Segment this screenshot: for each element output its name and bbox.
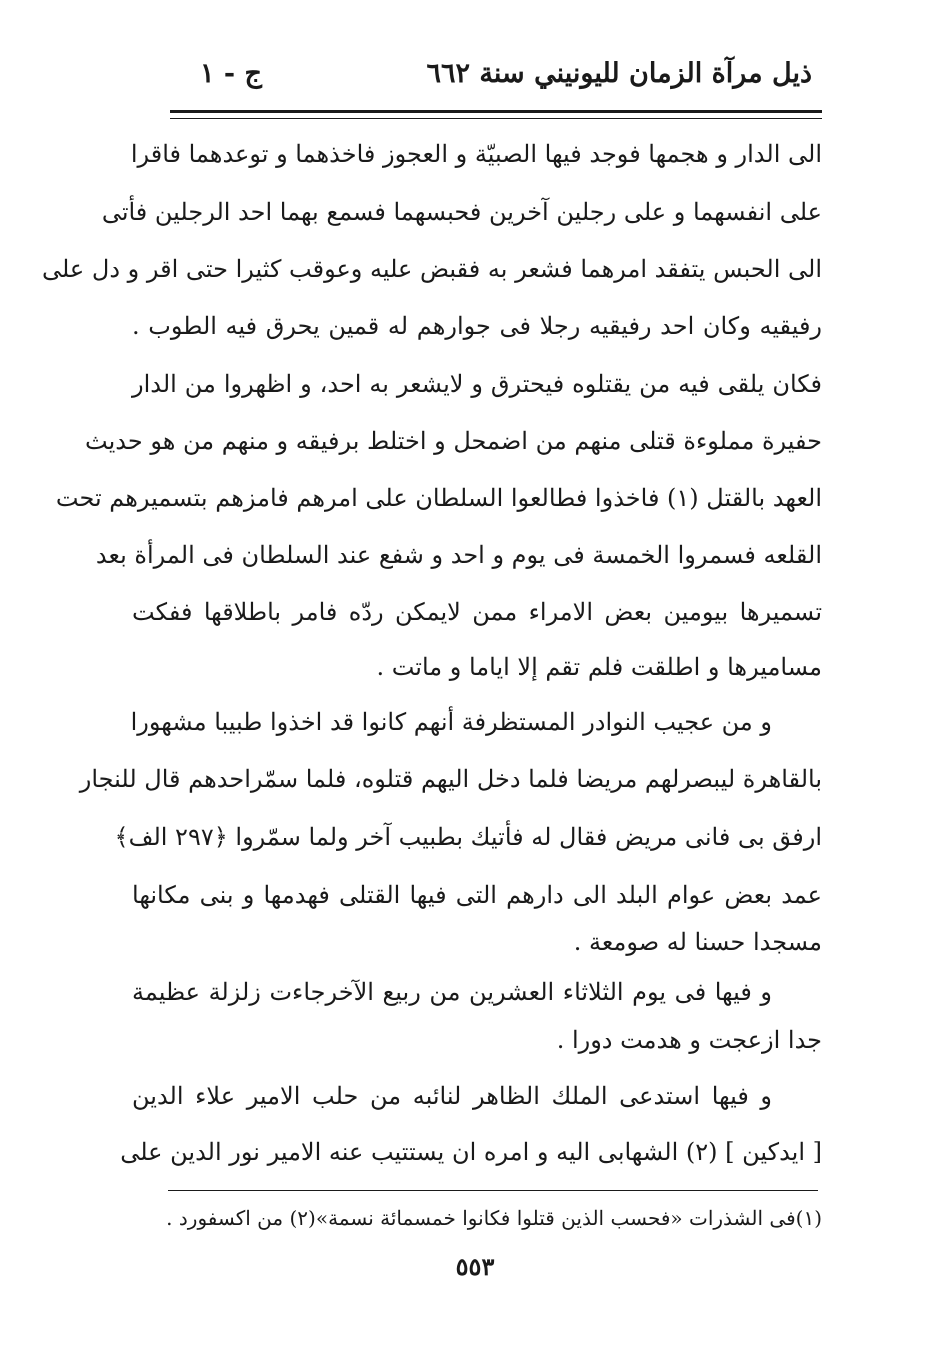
text-line: جدا ازعجت و هدمت دورا . (556, 1026, 822, 1054)
text-line: تسميرها بيومين بعض الامراء ممن لايمكن ردّه فامر باطلاقها ففكت (132, 598, 822, 626)
text-line: الى الدار و هجمها فوجد فيها الصبيّة و العجوز فاخذهما و توعدهما فاقرا (130, 140, 822, 168)
text-line: بالقاهرة ليبصرلهم مريضا فلما دخل اليهم قتلوه، فلما سمّراحدهم قال للنجار (79, 765, 822, 793)
text-line: حفيرة مملوءة قتلى منهم من اضمحل و اختلط برفيقه و منهم من هو حديث (85, 427, 822, 455)
running-header-volume: ج - ١ (200, 58, 262, 89)
text-line: مسجدا حسنا له صومعة . (573, 928, 822, 956)
running-header-title: ذيل مرآة الزمان لليونيني سنة ٦٦٢ (426, 58, 812, 89)
paragraph-first-line: و من عجيب النوادر المستظرفة أنهم كانوا قد اخذوا طبيبا مشهورا (130, 708, 772, 736)
text-line: العهد بالقتل (١) فاخذوا فطالعوا السلطان على امرهم فامزهم بتسميرهم تحت (55, 484, 822, 512)
text-line: مساميرها و اطلقت فلم تقم إلا اياما و ماتت . (376, 653, 822, 681)
paragraph-first-line: و فيها فى يوم الثلاثاء العشرين من ربيع الآخرجاءت زلزلة عظيمة (132, 978, 772, 1006)
paragraph-first-line: و فيها استدعى الملك الظاهر لنائبه من حلب الامير علاء الدين (132, 1082, 772, 1110)
text-line: ارفق بى فانى مريض فقال له فأتيك بطبيب آخر ولما سمّروا ﴿٢٩٧ الف﴾ (114, 823, 822, 851)
text-line: [ ايدكين ] (٢) الشهابى اليه و امره ان يستتيب عنه الامير نور الدين على (120, 1138, 822, 1166)
text-line: على انفسهما و على رجلين آخرين فحبسهما فسمع بهما احد الرجلين فأتى (101, 198, 822, 226)
text-line: فكان يلقى فيه من يقتلوه فيحترق و لايشعر به احد، و اظهروا من الدار (132, 370, 822, 398)
header-rule-thin (170, 118, 822, 119)
footnote-rule (168, 1190, 818, 1191)
text-line: القلعه فسمروا الخمسة فى يوم و احد و شفع عند السلطان فى المرأة بعد (95, 541, 822, 569)
text-line: رفيقيه وكان احد رفيقيه رجلا فى جوارهم له قمين يحرق فيه الطوب . (132, 312, 822, 340)
page-number: ٥٥٣ (455, 1252, 495, 1281)
text-line: عمد بعض عوام البلد الى دارهم التى فيها القتلى فهدمها و بنى مكانها (132, 881, 822, 909)
text-line: الى الحبس يتفقد امرهما فشعر به فقبض عليه وعوقب كثيرا حتى اقر و دل على (41, 255, 822, 283)
footnote: (١)فى الشذرات «فحسب الذين قتلوا فكانوا خمسمائة نسمة»(٢) من اكسفورد . (166, 1206, 822, 1230)
header-rule-thick (170, 110, 822, 113)
